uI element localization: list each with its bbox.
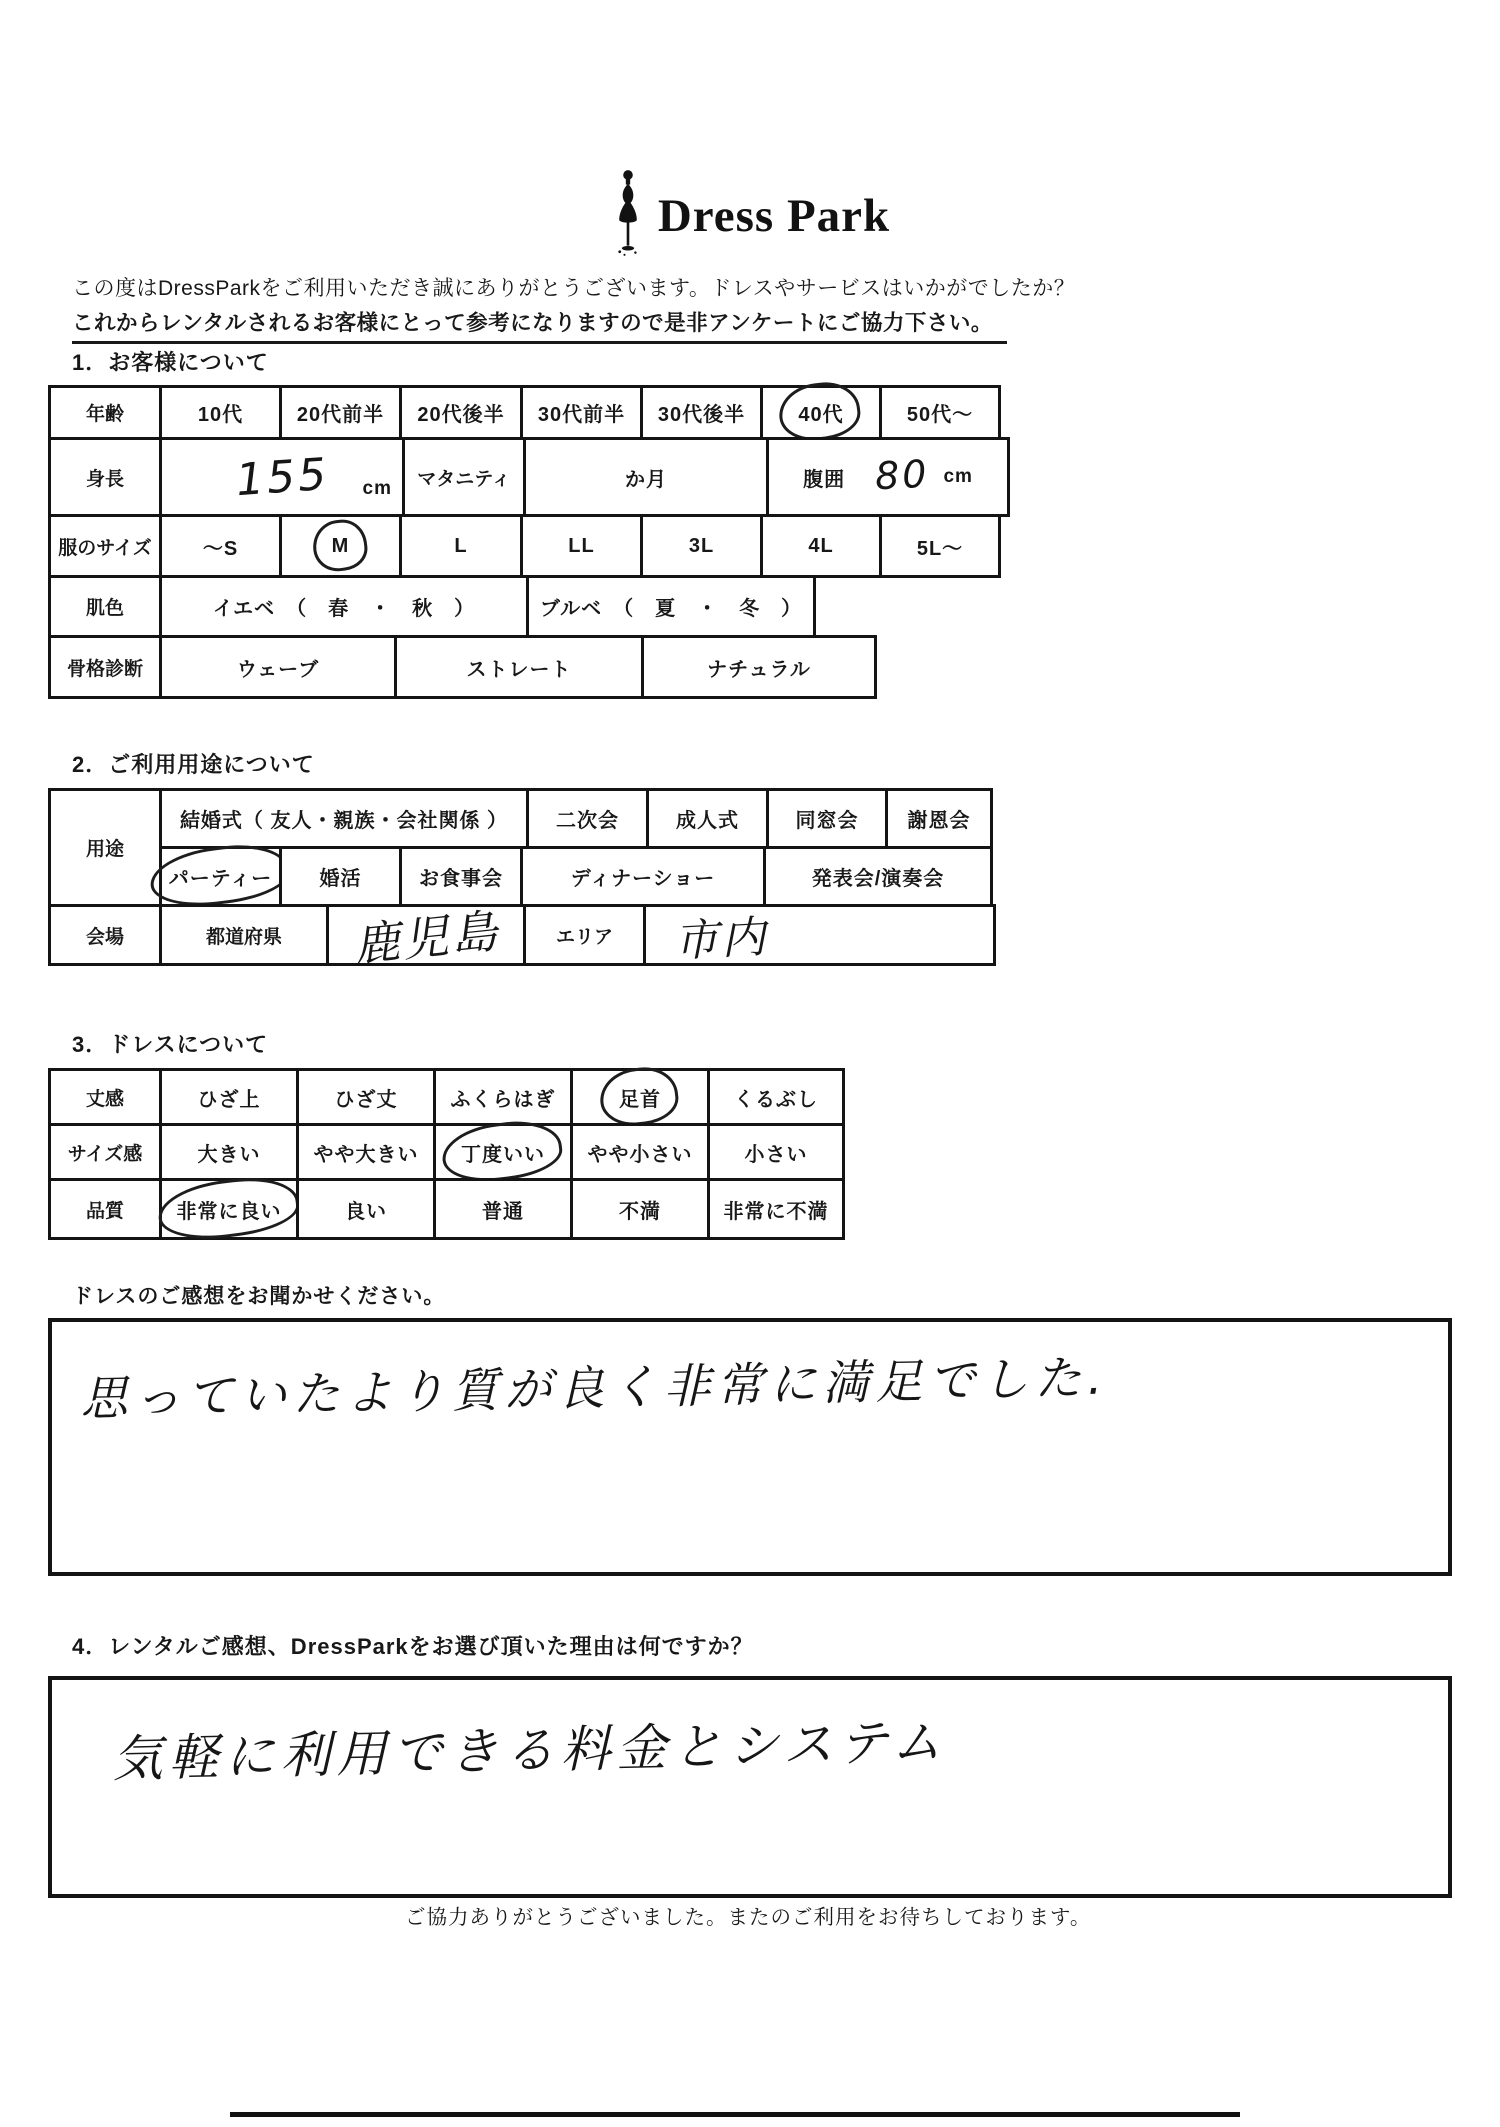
age-option-cell [760,385,882,440]
waist-cell [766,437,1010,517]
length-option: ひざ上 [197,1088,261,1111]
skin-label: 肌色 [48,575,162,638]
purpose-row-2 [159,846,993,907]
prefecture-handwritten-value: 鹿児島 [350,903,503,973]
purpose-option: 同窓会 [795,810,859,832]
area-value-cell [643,904,996,966]
quality-option-cell [296,1178,436,1240]
purpose-option: 成人式 [676,810,739,832]
purpose-option: 謝恩会 [907,810,971,832]
survey-request-line: これからレンタルされるお客様にとって参考になりますので是非アンケートにご協力下さい。 [72,306,1007,344]
age-option: 20代前半 [296,404,385,426]
purpose-options [159,788,993,907]
age-option: 50代～ [906,404,974,426]
purpose-option: 二次会 [556,810,619,832]
size-option: 4L [808,534,834,557]
age-option: 10代 [197,404,244,426]
dress-form-icon [610,168,646,264]
purpose-option: パーティー [165,861,276,892]
venue-row [48,903,996,973]
quality-option: 非常に良い [173,1194,286,1225]
dress-comment-label: ドレスのご感想をお聞かせください。 [72,1285,446,1308]
dress-comment-handwritten: 思っていたより質が良く非常に満足でした. [79,1350,1109,1428]
dress-table [48,1068,845,1240]
age-option-cell [879,385,1001,440]
quality-option-cell [707,1178,845,1240]
purpose-option-cell [159,788,529,849]
length-option: ひざ丈 [334,1088,398,1111]
height-handwritten-value: 155 [233,448,331,506]
fit-row [48,1123,845,1181]
age-option-cell [279,385,402,440]
height-label: 身長 [48,437,162,517]
size-option: L [454,534,468,557]
logo [0,168,1500,264]
length-option-cell [296,1068,436,1126]
height-row [48,437,1010,517]
skeleton-label: 骨格診断 [48,635,162,699]
purpose-option-cell [646,788,769,849]
purpose-option-cell [885,788,993,849]
age-option-cell [399,385,523,440]
maternity-label: マタニティ [402,437,526,517]
skeleton-option-cell: ナチュラル [641,635,877,699]
age-option: 30代前半 [537,404,626,426]
length-option-cell [707,1068,845,1126]
quality-option: 良い [345,1200,387,1223]
prefecture-label: 都道府県 [159,904,329,966]
purpose-option: お食事会 [419,868,503,890]
fit-option: やや小さい [587,1143,693,1166]
age-option-cell [520,385,643,440]
area-handwritten-value: 市内 [672,911,770,968]
quality-option-cell [159,1178,299,1240]
fit-option: やや大きい [313,1143,419,1166]
purpose-row-1 [159,788,993,849]
skeleton-option-cell: ストレート [394,635,644,699]
section3-heading: 3．ドレスについて [72,1032,269,1057]
purpose-option: 発表会/演奏会 [811,868,945,890]
quality-option: 非常に不満 [723,1200,829,1223]
section1-heading: 1．お客様について [72,350,269,375]
size-label: 服のサイズ [48,514,162,578]
fit-option-cell [296,1123,436,1181]
purpose-option: ディナーショー [570,868,716,890]
fit-label: サイズ感 [48,1123,162,1181]
size-option-cell [879,514,1001,578]
size-option: ～S [202,537,239,560]
fit-option-cell [433,1123,573,1181]
age-row [48,385,1010,440]
age-label: 年齢 [48,385,162,440]
fit-option-cell [570,1123,710,1181]
fit-option-cell [159,1123,299,1181]
logo-text: Dress Park [657,190,891,242]
section2-heading: 2．ご利用用途について [72,752,315,777]
length-option-cell [159,1068,299,1126]
fit-option: 小さい [744,1143,808,1166]
length-option: 足首 [615,1082,665,1113]
months-cell: か月 [523,437,769,517]
quality-label: 品質 [48,1178,162,1240]
skeleton-option-cell: ウェーブ [159,635,397,699]
quality-option: 不満 [619,1200,661,1223]
purpose-option: 婚活 [319,868,362,890]
fit-option: 丁度いい [457,1137,549,1168]
closing-message: ご協力ありがとうございました。またのご利用をお待ちしております。 [405,1906,1092,1929]
quality-option-cell [433,1178,573,1240]
fit-option-cell [707,1123,845,1181]
skin-row [48,575,1010,638]
age-option-cell [159,385,282,440]
size-row [48,514,1010,578]
age-option: 30代後半 [657,404,746,426]
purpose-option-cell [159,846,282,907]
length-option: ふくらはぎ [450,1088,556,1111]
length-option: くるぶし [734,1088,818,1111]
dress-comment-box [48,1318,1452,1576]
age-option: 20代後半 [417,404,505,426]
customer-table [48,385,1010,699]
purpose-option-cell [520,846,766,907]
height-value-cell [159,437,405,517]
purpose-option: 結婚式（ 友人・親族・会社関係 ） [179,810,509,832]
length-label: 丈感 [48,1068,162,1126]
size-option-cell [520,514,643,578]
size-option-cell [640,514,763,578]
height-unit: cm [362,478,392,499]
skin-yellow-cell: イエベ （ 春 ・ 秋 ） [159,575,529,638]
scan-artifact-line [230,2112,1240,2117]
length-option-cell [570,1068,710,1126]
purpose-option-cell [763,846,993,907]
size-option-cell [760,514,882,578]
rental-reason-handwritten: 気軽に利用できる料金とシステム [111,1712,948,1789]
purpose-option-cell [279,846,402,907]
purpose-label: 用途 [48,788,162,907]
length-option-cell [433,1068,573,1126]
quality-option: 普通 [482,1200,524,1223]
size-option: M [328,534,354,559]
rental-reason-box [48,1676,1452,1898]
size-option: 3L [688,534,715,557]
length-row [48,1068,845,1126]
size-option-cell [279,514,402,578]
waist-label: 腹囲 [803,468,846,491]
intro-line: この度はDressParkをご利用いただき誠にありがとうございます。ドレスやサービスはいかがでしたか？ [72,277,1076,300]
section4-heading: 4．レンタルご感想、DressParkをお選び頂いた理由は何ですか？ [72,1634,754,1659]
quality-option-cell [570,1178,710,1240]
venue-label: 会場 [48,904,162,966]
size-option-cell [399,514,523,578]
skeleton-row [48,635,1010,699]
age-option-cell [640,385,763,440]
purpose-rows [48,788,996,907]
purpose-option-cell [526,788,649,849]
size-option-cell [159,514,282,578]
quality-row [48,1178,845,1240]
age-option: 40代 [794,397,847,428]
prefecture-value-cell [326,903,526,973]
waist-unit: cm [943,466,973,487]
area-label: エリア [523,904,646,966]
skin-blue-cell: ブルベ （ 夏 ・ 冬 ） [526,575,816,638]
size-option: 5L～ [916,537,964,560]
waist-handwritten-value: 80 [873,451,931,499]
purpose-option-cell [766,788,888,849]
purpose-table [48,788,996,973]
size-option: LL [568,534,595,557]
fit-option: 大きい [197,1143,261,1166]
